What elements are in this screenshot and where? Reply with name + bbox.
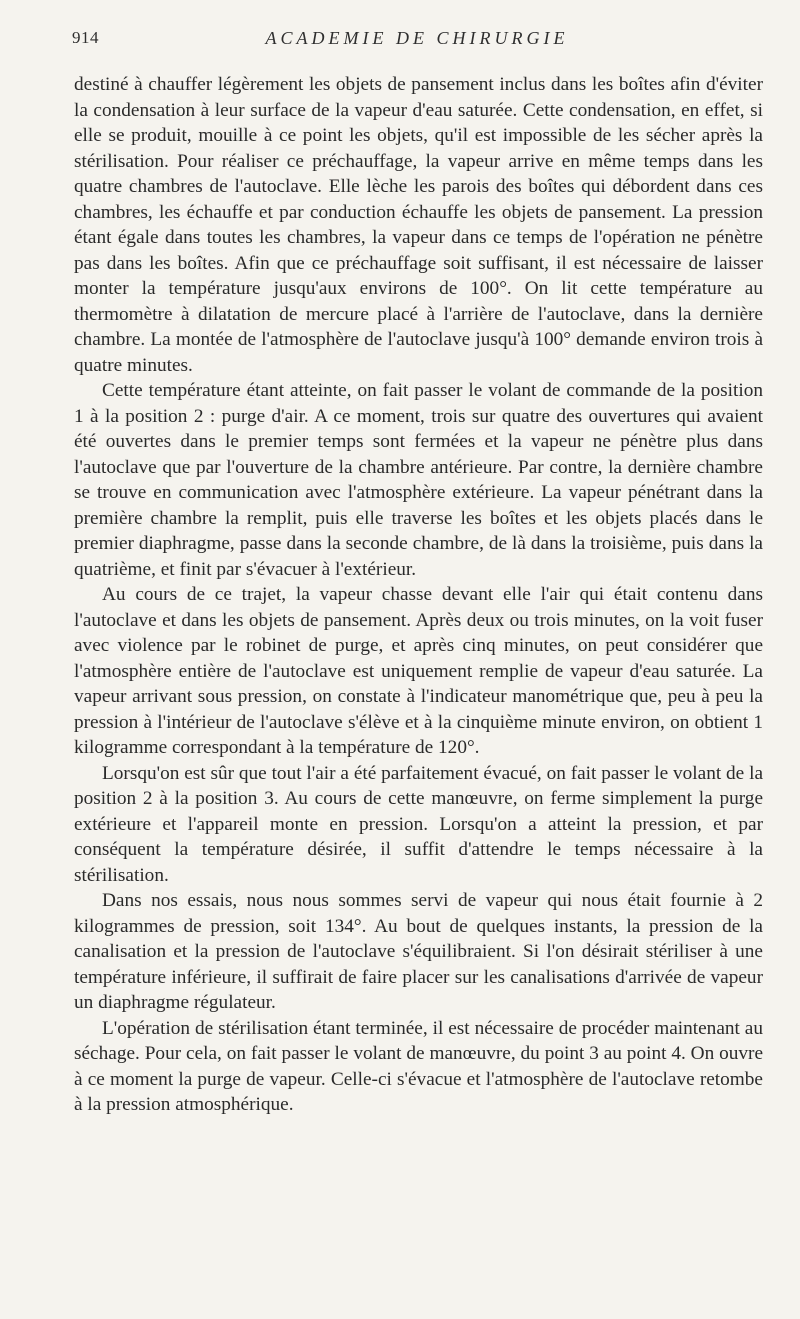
running-head [72, 28, 762, 54]
paragraph-3: Au cours de ce trajet, la vapeur chasse devant elle l'air qui était contenu dans l'autoclave et dans les objets de pansement. Après deux ou trois minutes, on la voit fuser avec violence par le robinet de purge, et après cinq minutes, on peut considérer que l'atmosphère entière de l'autoclave est uniquement remplie de vapeur d'eau saturée. La vapeur arrivant sous pression, on constate à l'indicateur manométrique que, peu à peu la pression à l'intérieur de l'autoclave s'élève et à la cinquième minute environ, on obtient 1 kilogramme correspondant à la température de 120°. [74, 584, 763, 758]
paragraph-6: L'opération de stérilisation étant terminée, il est nécessaire de procéder maintenant au séchage. Pour cela, on fait passer le volant de manœuvre, du point 3 au point 4. On ouvre à ce moment la purge de vapeur. Celle-ci s'évacue et l'atmosphère de l'autoclave retombe à la pression atmosphérique. [74, 1017, 763, 1115]
paragraph-2: Cette température étant atteinte, on fait passer le volant de commande de la position 1 à la position 2 : purge d'air. A ce moment, trois sur quatre des ouvertures qui avaient été ouvertes dans le premier temps sont fermées et la vapeur ne pénètre plus dans l'autoclave que par l'ouverture de la chambre antérieure. Par contre, la dernière chambre se trouve en communication avec l'atmosphère extérieure. La vapeur pénétrant dans la première chambre la remplit, puis elle traverse les boîtes et les objets placés dans le premier diaphragme, passe dans la seconde chambre, de là dans la troisième, puis dans la quatrième, et finit par s'évacuer à l'extérieur. [74, 380, 763, 580]
journal-title: ACADEMIE DE CHIRURGIE [265, 28, 569, 48]
paragraph-4: Lorsqu'on est sûr que tout l'air a été parfaitement évacué, on fait passer le volant de la position 2 à la position 3. Au cours de cette manœuvre, on ferme simplement la purge extérieure et l'appareil monte en pression. Lorsqu'on a atteint la pression, et par conséquent la température désirée, il suffit d'attendre le temps nécessaire à la stérilisation. [74, 762, 763, 886]
paragraph-5: Dans nos essais, nous nous sommes servi de vapeur qui nous était fournie à 2 kilogrammes de pression, soit 134°. Au bout de quelques instants, la pression de la canalisation et la pression de l'autoclave s'équilibraient. Si l'on désirait stériliser à une température inférieure, il suffirait de faire placer sur les canalisations d'arrivée de vapeur un diaphragme régulateur. [74, 890, 763, 1013]
page-number: 914 [72, 28, 99, 47]
body-text [74, 72, 763, 1118]
paragraph-1: destiné à chauffer légèrement les objets de pansement inclus dans les boîtes afin d'éviter la condensation à leur surface de la vapeur d'eau saturée. Cette condensation, en effet, si elle se produit, mouille à ce point les objets, qu'il est impossible de les sécher après la stérilisation. Pour réaliser ce préchauffage, la vapeur arrive en même temps dans les quatre chambres de l'autoclave. Elle lèche les parois des boîtes qui débordent dans ces chambres, les échauffe et par conduction échauffe les objets de pansement. La pression étant égale dans toutes les chambres, la vapeur dans ce temps de l'opération ne pénètre pas dans les boîtes. Afin que ce préchauffage soit suffisant, il est nécessaire de laisser monter la température jusqu'aux environs de 100°. On lit cette température au thermomètre à dilatation de mercure placé à l'arrière de l'autoclave, dans la dernière chambre. La montée de l'atmosphère de l'autoclave jusqu'à 100° demande environ trois à quatre minutes. [74, 74, 763, 376]
